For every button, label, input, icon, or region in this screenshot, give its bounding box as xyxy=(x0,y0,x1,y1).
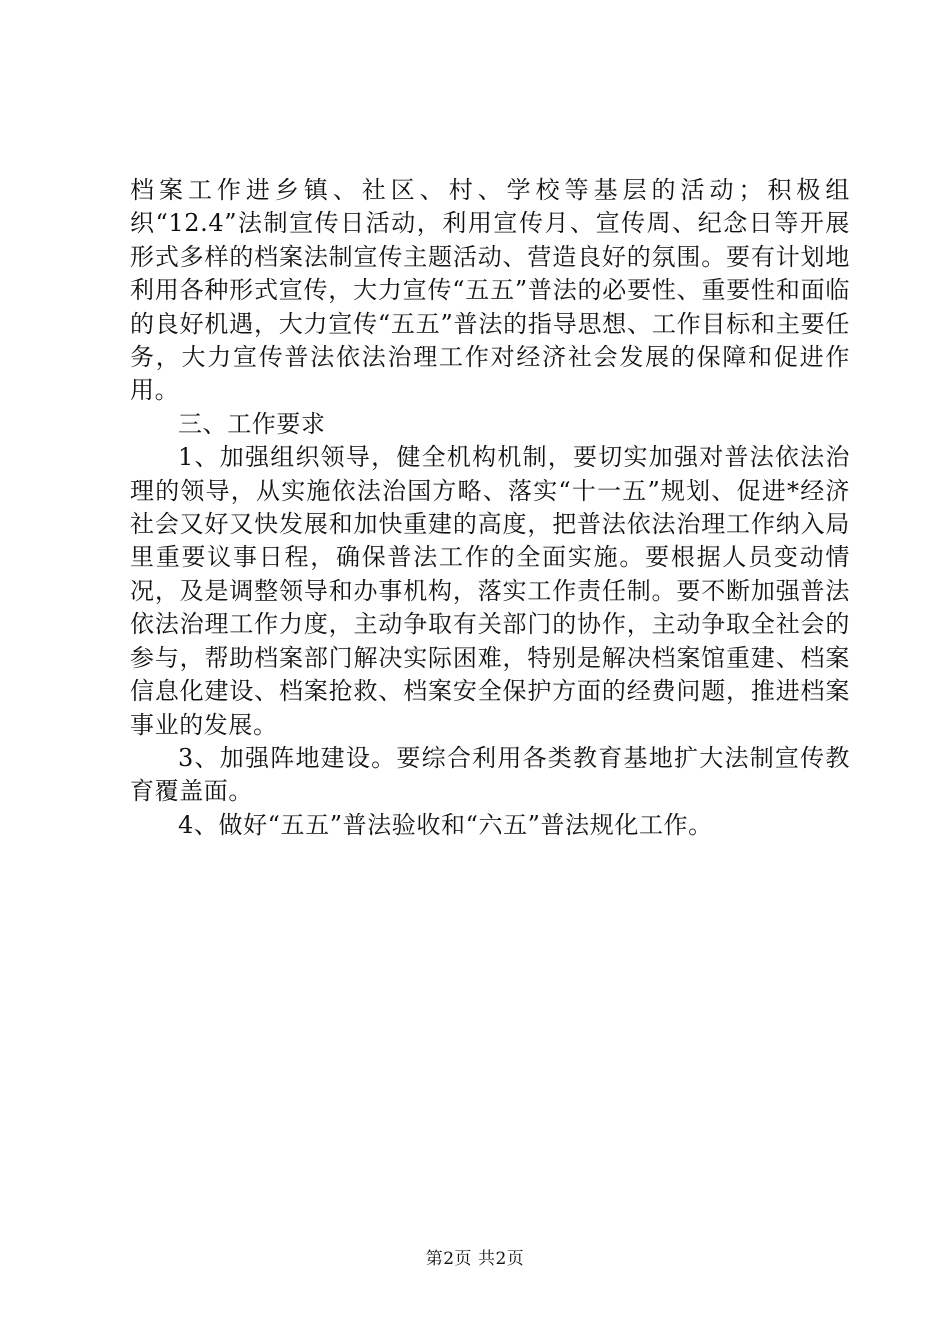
document-body xyxy=(130,174,850,842)
paragraph-requirement-3: 3、加强阵地建设。要综合利用各类教育基地扩大法制宣传教育覆盖面。 xyxy=(130,743,850,806)
paragraph-requirement-1: 1、加强组织领导，健全机构机制，要切实加强对普法依法治理的领导，从实施依法治国方略、落实“十一五”规划、促进*经济社会又好又快发展和加快重建的高度，把普法依法治理工作纳入局里重要议事日程，确保普法工作的全面实施。要根据人员变动情况，及是调整领导和办事机构，落实工作责任制。要不断加强普法依法治理工作力度，主动争取有关部门的协作，主动争取全社会的参与，帮助档案部门解决实际困难，特别是解决档案馆重建、档案信息化建设、档案抢救、档案安全保护方面的经费问题，推进档案事业的发展。 xyxy=(130,443,850,739)
paragraph-publicity-continuation: 档案工作进乡镇、社区、村、学校等基层的活动；积极组织“12.4”法制宣传日活动，利用宣传月、宣传周、纪念日等开展形式多样的档案法制宣传主题活动、营造良好的氛围。要有计划地利用各种形式宣传，大力宣传“五五”普法的必要性、重要性和面临的良好机遇，大力宣传“五五”普法的指导思想、工作目标和主要任务，大力宣传普法依法治理工作对经济社会发展的保障和促进作用。 xyxy=(130,176,850,405)
page-footer: 第2页 共2页 xyxy=(425,1249,525,1269)
paragraph-requirement-4: 4、做好“五五”普法验收和“六五”普法规化工作。 xyxy=(178,810,713,839)
section-heading-work-requirements: 三、工作要求 xyxy=(178,409,326,438)
